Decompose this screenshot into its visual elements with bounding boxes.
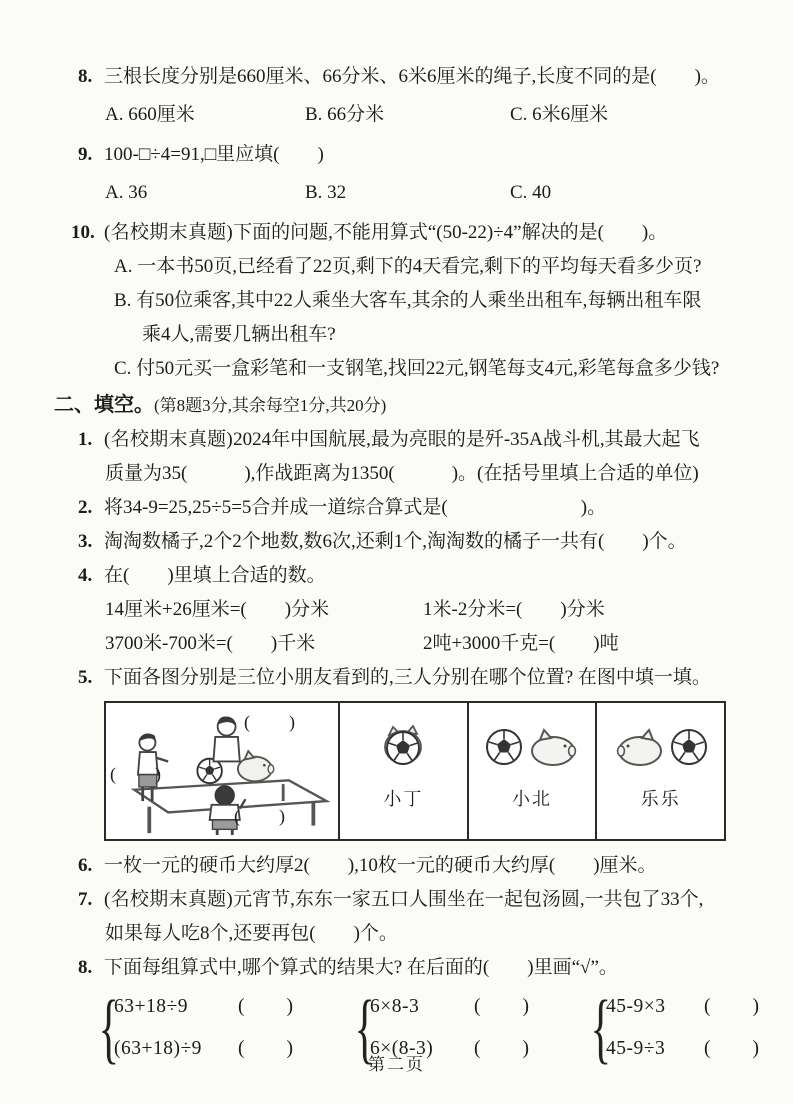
fill-item: 14厘米+26厘米=( )分米	[105, 599, 330, 620]
question-9-options	[78, 176, 737, 210]
question-number: 9.	[78, 144, 93, 165]
view-cell-xiaoding	[338, 703, 467, 839]
question-text: 在( )里填上合适的数。	[104, 565, 326, 586]
answer-blank: ( )	[474, 1038, 530, 1059]
position-table	[104, 701, 726, 841]
fill-item: 3700米-700米=( )千米	[105, 633, 316, 654]
expression: 63+18÷9	[114, 996, 188, 1017]
question-text: 淘淘数橘子,2个2个地数,数6次,还剩1个,淘淘数的橘子一共有( )个。	[104, 531, 687, 552]
question-number: 1.	[78, 429, 93, 450]
fill-question-1-cont: 质量为35( ),作战距离为1350( )。(在括号里填上合适的单位)	[105, 463, 699, 484]
question-number: 4.	[78, 565, 93, 586]
piggy-bank-icon	[527, 726, 581, 768]
option-b: B. 32	[305, 182, 347, 203]
section-title: 二、填空。	[54, 394, 154, 416]
fill-question-8	[78, 951, 737, 985]
soccer-ball-with-pig-behind-icon	[379, 725, 427, 769]
fill-item: 2吨+3000千克=( )吨	[423, 633, 619, 654]
answer-blank: ( )	[704, 996, 760, 1017]
option-c: C. 40	[510, 182, 552, 203]
question-8-options	[78, 98, 737, 132]
answer-blank: ( )	[238, 1038, 294, 1059]
brace-icon: {	[354, 984, 376, 1071]
question-text: 100-□÷4=91,□里应填( )	[104, 144, 324, 165]
fill-question-5	[78, 661, 737, 695]
view-cell-lele	[595, 703, 724, 839]
question-8-choice	[78, 60, 737, 94]
question-text: 下面各图分别是三位小朋友看到的,三人分别在哪个位置? 在图中填一填。	[104, 667, 711, 688]
fill-question-1	[78, 423, 737, 457]
answer-blank: ( )	[110, 764, 162, 784]
question-text: 下面的问题,不能用算式“(50-22)÷4”解决的是( )。	[233, 222, 668, 243]
fill-item: 1米-2分米=( )分米	[423, 599, 605, 620]
answer-blank: ( )	[704, 1038, 760, 1059]
question-10-option-c: C. 付50元买一盒彩笔和一支钢笔,找回22元,钢笔每支4元,彩笔每盒多少钱?	[114, 358, 720, 379]
question-10-choice	[71, 216, 737, 250]
kid-name-label: 小丁	[383, 789, 424, 809]
option-c: C. 6米6厘米	[510, 104, 609, 125]
fill-question-3	[78, 525, 737, 559]
question-number: 6.	[78, 855, 93, 876]
option-a: A. 660厘米	[105, 104, 195, 125]
expression: 45-9÷3	[606, 1038, 666, 1059]
question-10-option-b-cont: 乘4人,需要几辆出租车?	[142, 324, 336, 345]
section-2-heading	[54, 388, 737, 423]
kid-name-label: 乐乐	[640, 789, 681, 809]
brace-icon: {	[98, 984, 120, 1071]
brace-icon: {	[590, 984, 612, 1071]
fill-question-6	[78, 849, 737, 883]
question-text: 三根长度分别是660厘米、66分米、6米6厘米的绳子,长度不同的是( )。	[104, 66, 720, 87]
question-text: 2024年中国航展,最为亮眼的是歼-35A战斗机,其最大起飞	[233, 429, 700, 450]
answer-blank: ( )	[244, 712, 296, 732]
question-10-option-a: A. 一本书50页,已经看了22页,剩下的4天看完,剩下的平均每天看多少页?	[114, 256, 702, 277]
question-number: 8.	[78, 66, 93, 87]
fill-question-4	[78, 559, 737, 593]
view-cell-xiaobei	[467, 703, 596, 839]
expression: 45-9×3	[606, 996, 666, 1017]
expression: 6×8-3	[370, 996, 420, 1017]
soccer-ball-icon	[669, 727, 709, 767]
answer-blank: ( )	[238, 996, 294, 1017]
option-b: B. 66分米	[305, 104, 385, 125]
question-tag: (名校期末真题)	[104, 429, 234, 450]
question-tag: (名校期末真题)	[104, 222, 234, 243]
question-number: 8.	[78, 957, 93, 978]
answer-blank: ( )	[474, 996, 530, 1017]
expression: 6×(8-3)	[370, 1038, 434, 1059]
question-text: 一枚一元的硬币大约厚2( ),10枚一元的硬币大约厚( )厘米。	[104, 855, 657, 876]
answer-blank: ( )	[234, 806, 286, 826]
kids-scene-cell	[106, 703, 338, 839]
fill-question-7	[78, 883, 737, 917]
question-number: 2.	[78, 497, 93, 518]
question-number: 5.	[78, 667, 93, 688]
fill-question-7-cont: 如果每人吃8个,还要再包( )个。	[105, 923, 398, 944]
question-9-choice	[78, 138, 737, 172]
question-text: 元宵节,东东一家五口人围坐在一起包汤圆,一共包了33个,	[233, 889, 704, 910]
question-10-option-b: B. 有50位乘客,其中22人乘坐大客车,其余的人乘坐出租车,每辆出租车限	[114, 290, 702, 311]
question-number: 10.	[71, 222, 95, 243]
question-tag: (名校期末真题)	[104, 889, 234, 910]
question-text: 下面每组算式中,哪个算式的结果大? 在后面的( )里画“√”。	[104, 957, 618, 978]
question-text: 将34-9=25,25÷5=5合并成一道综合算式是( )。	[104, 497, 607, 518]
piggy-bank-icon	[238, 751, 274, 781]
expression: (63+18)÷9	[114, 1038, 202, 1059]
boy-top-illustration	[213, 717, 239, 762]
page-footer: 第二页	[368, 1055, 425, 1074]
question-number: 7.	[78, 889, 93, 910]
question-number: 3.	[78, 531, 93, 552]
section-note: (第8题3分,其余每空1分,共20分)	[154, 396, 387, 415]
kid-name-label: 小北	[512, 789, 552, 809]
option-a: A. 36	[105, 182, 148, 203]
piggy-bank-icon	[612, 726, 666, 768]
fill-question-4-row-2	[78, 627, 737, 661]
fill-question-2	[78, 491, 737, 525]
fill-question-4-row-1	[78, 593, 737, 627]
soccer-ball-icon	[484, 727, 524, 767]
